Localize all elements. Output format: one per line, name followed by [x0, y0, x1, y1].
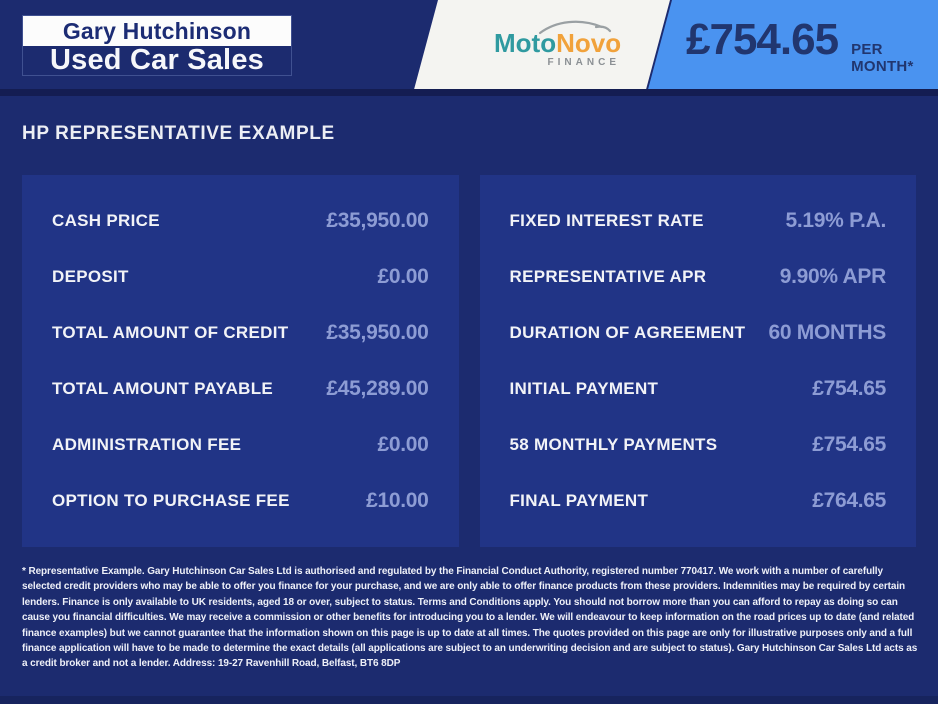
table-row	[510, 252, 887, 302]
dealer-name-line2: Used Car Sales	[50, 44, 264, 76]
dealer-logo	[22, 15, 292, 76]
table-row	[510, 308, 887, 358]
table-row	[510, 364, 887, 414]
page-title: HP REPRESENTATIVE EXAMPLE	[22, 123, 335, 144]
table-row	[52, 420, 429, 470]
table-row	[510, 196, 887, 246]
row-value: £45,289.00	[326, 377, 429, 400]
header-bottom-divider	[0, 89, 938, 96]
header-banner	[0, 0, 938, 96]
row-value: £754.65	[812, 433, 886, 456]
row-label: DURATION OF AGREEMENT	[509, 323, 746, 342]
row-label: TOTAL AMOUNT PAYABLE	[52, 379, 274, 398]
row-value: £35,950.00	[326, 321, 429, 344]
row-label: FIXED INTEREST RATE	[509, 211, 704, 230]
row-label: REPRESENTATIVE APR	[509, 267, 707, 286]
monthly-price-period: PER MONTH*	[851, 40, 914, 75]
table-row	[510, 476, 887, 526]
row-label: DEPOSIT	[52, 267, 129, 286]
motonovo-word-moto: Moto	[494, 28, 557, 58]
table-row	[52, 364, 429, 414]
monthly-price-amount: £754.65	[686, 14, 839, 64]
row-value: £754.65	[812, 377, 886, 400]
table-row	[52, 196, 429, 246]
row-value: £0.00	[377, 265, 429, 288]
motonovo-finance-logo	[494, 18, 620, 68]
motonovo-word-novo: Novo	[556, 28, 622, 58]
dealer-name-line1: Gary Hutchinson	[23, 16, 291, 46]
motonovo-wordmark	[494, 30, 620, 56]
table-row	[52, 476, 429, 526]
table-row	[510, 420, 887, 470]
row-label: OPTION TO PURCHASE FEE	[52, 491, 290, 510]
row-label: ADMINISTRATION FEE	[52, 435, 242, 454]
row-value: 9.90% APR	[779, 265, 886, 288]
row-value: £0.00	[377, 433, 429, 456]
finance-panels	[22, 175, 916, 547]
legal-disclaimer: * Representative Example. Gary Hutchinson Car Sales Ltd is authorised and regulated by the Financial Conduct Authority, registered number 770417. We work with a number of carefully selected credit providers who may be able to offer you finance for your purchase, and we are only able to offer finance products from these providers. Indemnities may be required by certain lenders. Finance is only available to UK residents, aged 18 or over, subject to status. Terms and Conditions apply. You should not borrow more than you can afford to repay as doing so can cause you financial difficulties. We may receive a commission or other benefits for introducing you to a lender. We will endeavour to keep information on the road prices up to date (and related finance examples) but we cannot guarantee that the information shown on this page is up to date at all times. The quotes provided on this page are only for illustrative purposes only and a full finance application will have to be made to determine the exact details (all applications are subject to an underwriting decision and are subject to status). Gary Hutchinson Car Sales Ltd acts as a credit broker and not a lender. Address: 19-27 Ravenhill Road, Belfast, BT6 8DP	[22, 566, 918, 670]
row-value: £764.65	[812, 489, 886, 512]
main-content	[0, 96, 938, 672]
row-label: 58 MONTHLY PAYMENTS	[509, 435, 718, 454]
motonovo-finance-label: FINANCE	[547, 57, 620, 68]
row-value: £35,950.00	[326, 209, 429, 232]
row-value: 60 MONTHS	[768, 321, 886, 344]
finance-panel-right	[480, 175, 917, 547]
finance-panel-left	[22, 175, 459, 547]
row-label: CASH PRICE	[52, 211, 160, 230]
row-value: 5.19% P.A.	[785, 209, 886, 232]
table-row	[52, 308, 429, 358]
monthly-price-banner	[686, 0, 938, 89]
table-row	[52, 252, 429, 302]
row-value: £10.00	[366, 489, 429, 512]
row-label: FINAL PAYMENT	[509, 491, 649, 510]
footer-divider	[0, 696, 938, 704]
row-label: INITIAL PAYMENT	[509, 379, 659, 398]
row-label: TOTAL AMOUNT OF CREDIT	[52, 323, 289, 342]
